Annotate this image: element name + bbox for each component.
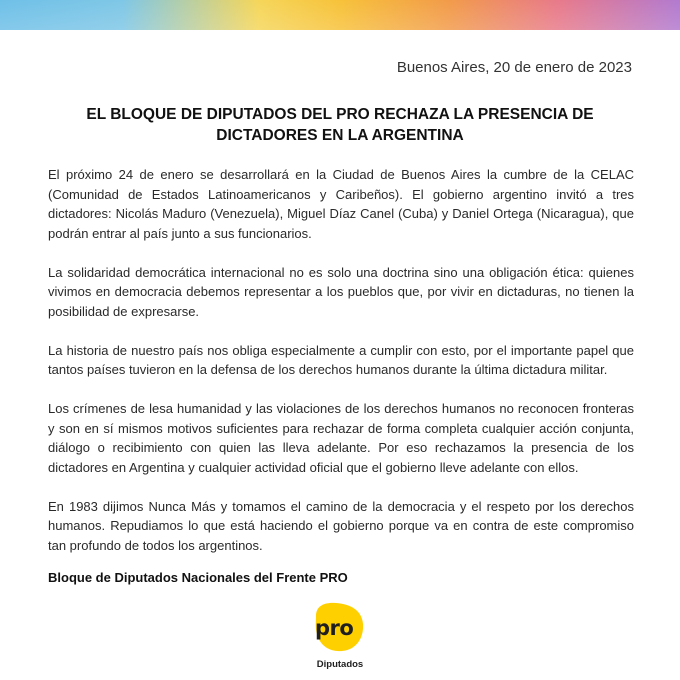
title-line-2: DICTADORES EN LA ARGENTINA <box>216 127 464 144</box>
paragraph-2: La solidaridad democrática internacional no es solo una doctrina sino una obligación ética: quienes vivimos en democracia debemos representar a los pueblos que, por vivir en dictaduras, no tienen la posibilidad de expresarse. <box>48 264 634 319</box>
document-date: Buenos Aires, 20 de enero de 2023 <box>396 59 632 76</box>
paragraph-4: Los crímenes de lesa humanidad y las violaciones de los derechos humanos no reconocen fronteras y son en sí mismos motivos suficientes para rechazar de forma completa cualquier acción conjunta, diálogo o recibimiento con quien las lleva adelante. Por eso rechazamos la presencia de los dictadores en Argentina y cualquier actividad oficial que el gobierno lleve adelante con ellos. <box>48 401 634 475</box>
paragraph-3: La historia de nuestro país nos obliga especialmente a cumplir con esto, por el importante papel que tantos países tuvieron en la defensa de los derechos humanos durante la última dictadura militar. <box>48 342 634 377</box>
signature: Bloque de Diputados Nacionales del Frente PRO <box>48 570 348 585</box>
gradient-header-band <box>0 0 680 30</box>
title-line-1: EL BLOQUE DE DIPUTADOS DEL PRO RECHAZA LA PRESENCIA DE <box>86 106 594 123</box>
paragraph-5: En 1983 dijimos Nunca Más y tomamos el camino de la democracia y el respeto por los derechos humanos. Repudiamos lo que está haciendo el gobierno porque va en contra de este compromiso tan profundo de todos los argentinos. <box>48 498 634 553</box>
document-body <box>48 165 634 575</box>
pro-logo <box>304 598 376 674</box>
paragraph-1: El próximo 24 de enero se desarrollará en la Ciudad de Buenos Aires la cumbre de la CELAC (Comunidad de Estados Latinoamericanos y Caribeños). El gobierno argentino invitó a tres dictadores: Nicolás Maduro (Venezuela), Miguel Díaz Canel (Cuba) y Daniel Ortega (Nicaragua), que podrán entrar al país junto a sus funcionarios. <box>48 167 634 241</box>
logo-wordmark: pro <box>315 616 354 640</box>
document-title <box>40 104 640 146</box>
logo-subtitle: Diputados <box>316 659 364 670</box>
